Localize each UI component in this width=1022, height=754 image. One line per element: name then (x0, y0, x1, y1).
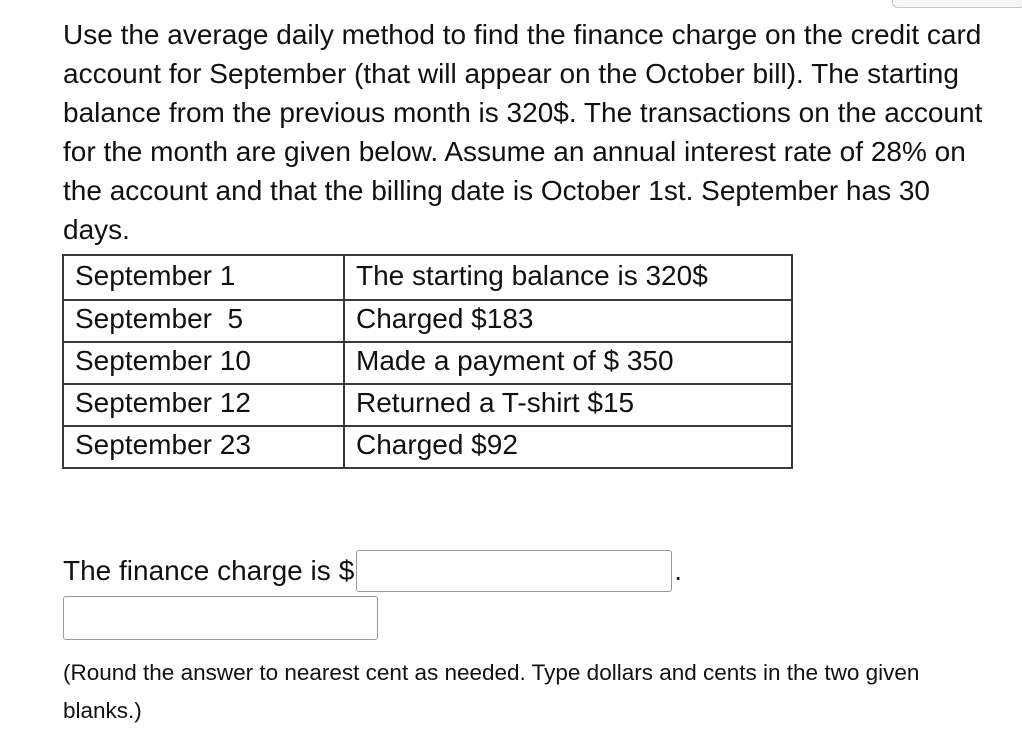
dollars-input[interactable] (356, 550, 672, 592)
transaction-date: September 1 (63, 255, 344, 300)
rounding-note: (Round the answer to nearest cent as needed. Type dollars and cents in the two given blanks.) (63, 660, 920, 723)
transaction-description: Returned a T-shirt $15 (344, 384, 792, 426)
transaction-description: The starting balance is 320$ (344, 255, 792, 300)
decimal-separator: . (674, 555, 683, 586)
answer-label: The finance charge is (63, 555, 331, 586)
transactions-table (62, 254, 793, 469)
answer-row (63, 550, 682, 592)
dollar-sign: $ (338, 555, 355, 586)
table-row (63, 426, 792, 468)
transaction-date: September 5 (63, 300, 344, 342)
transaction-description: Charged $92 (344, 426, 792, 468)
table-row (63, 300, 792, 342)
transaction-description: Charged $183 (344, 300, 792, 342)
transaction-date: September 10 (63, 342, 344, 384)
table-row (63, 384, 792, 426)
cents-input[interactable] (63, 596, 378, 640)
transaction-description: Made a payment of $ 350 (344, 342, 792, 384)
top-corner-tab (892, 0, 1022, 8)
transaction-date: September 23 (63, 426, 344, 468)
table-row (63, 342, 792, 384)
question-text: Use the average daily method to find the finance charge on the credit card account for September (that will appear on the October bill). The starting balance from the previous month is 320$. The transactions on the account for the month are given below. Assume an annual interest rate of 28% on the account and that the billing date is October 1st. September has 30 days. (63, 19, 983, 245)
transaction-date: September 12 (63, 384, 344, 426)
table-row (63, 255, 792, 300)
